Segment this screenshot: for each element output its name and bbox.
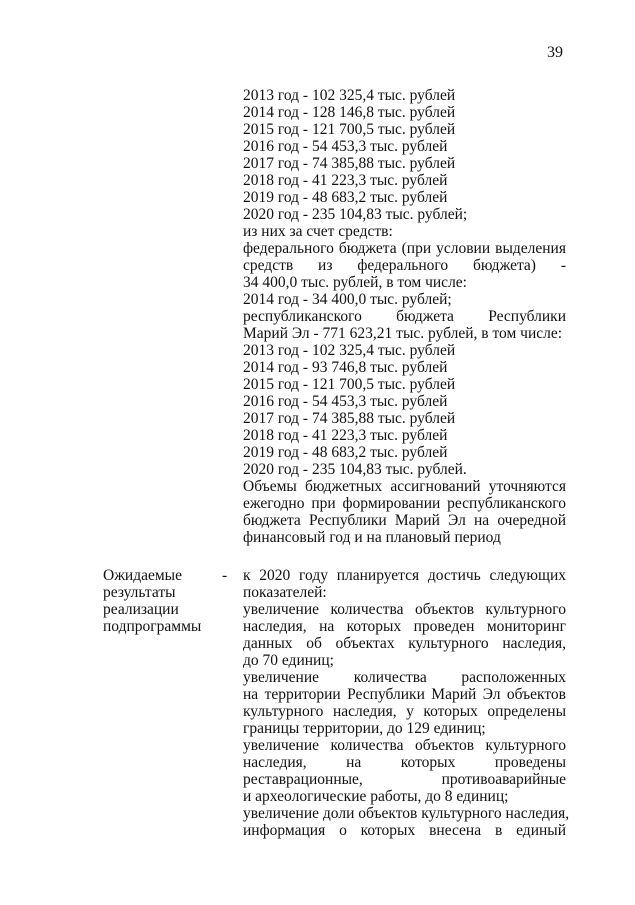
results-line: к 2020 году планируется достичь следующих bbox=[243, 567, 566, 584]
results-line: и археологические работы, до 8 единиц; bbox=[243, 788, 509, 805]
results-line: увеличение количества объектов культурного bbox=[243, 737, 566, 754]
results-dash: - bbox=[222, 567, 228, 584]
results-line: до 70 единиц; bbox=[243, 652, 334, 669]
funding-line: 2018 год - 41 223,3 тыс. рублей bbox=[243, 427, 448, 444]
results-line: показателей: bbox=[243, 584, 327, 601]
funding-line: 2014 год - 128 146,8 тыс. рублей bbox=[243, 104, 456, 121]
page-number: 39 bbox=[547, 44, 563, 61]
results-label-line: реализации bbox=[103, 601, 179, 618]
funding-line: 2014 год - 34 400,0 тыс. рублей; bbox=[243, 291, 452, 308]
results-line: данных об объектах культурного наследия, bbox=[243, 635, 566, 652]
results-line: увеличение количества расположенных bbox=[243, 669, 566, 686]
funding-line: бюджета Республики Марий Эл на очередной bbox=[243, 512, 566, 529]
results-line: наследия, на которых проведены bbox=[243, 754, 566, 771]
results-line: наследия, на которых проведен мониторинг bbox=[243, 618, 566, 635]
funding-line: финансовый год и на плановый период bbox=[243, 529, 501, 546]
funding-line: 2015 год - 121 700,5 тыс. рублей bbox=[243, 376, 456, 393]
funding-line: 2016 год - 54 453,3 тыс. рублей bbox=[243, 393, 448, 410]
funding-line: 2019 год - 48 683,2 тыс. рублей bbox=[243, 444, 448, 461]
funding-line: 2015 год - 121 700,5 тыс. рублей bbox=[243, 121, 456, 138]
funding-line: ежегодно при формировании республиканского bbox=[243, 495, 566, 512]
results-line: увеличение доли объектов культурного наследия, bbox=[243, 805, 570, 822]
results-label-line: результаты bbox=[103, 584, 176, 601]
results-line: реставрационные, противоаварийные bbox=[243, 771, 566, 788]
funding-line: 2018 год - 41 223,3 тыс. рублей bbox=[243, 172, 448, 189]
results-line: на территории Республики Марий Эл объектов bbox=[243, 686, 566, 703]
results-label-line: подпрограммы bbox=[103, 618, 202, 635]
funding-line: 2013 год - 102 325,4 тыс. рублей bbox=[243, 342, 456, 359]
funding-line: Объемы бюджетных ассигнований уточняются bbox=[243, 478, 566, 495]
funding-line: 2019 год - 48 683,2 тыс. рублей bbox=[243, 189, 448, 206]
funding-line: 2013 год - 102 325,4 тыс. рублей bbox=[243, 87, 456, 104]
funding-line: 2020 год - 235 104,83 тыс. рублей; bbox=[243, 206, 468, 223]
funding-line: 34 400,0 тыс. рублей, в том числе: bbox=[243, 274, 467, 291]
results-line: информация о которых внесена в единый bbox=[243, 822, 566, 839]
results-line: границы территории, до 129 единиц; bbox=[243, 720, 486, 737]
results-line: увеличение количества объектов культурного bbox=[243, 601, 566, 618]
funding-line: 2014 год - 93 746,8 тыс. рублей bbox=[243, 359, 448, 376]
results-label-line: Ожидаемые bbox=[103, 567, 182, 584]
funding-line: Марий Эл - 771 623,21 тыс. рублей, в том числе: bbox=[243, 325, 563, 342]
funding-line: 2017 год - 74 385,88 тыс. рублей bbox=[243, 410, 456, 427]
funding-line: 2016 год - 54 453,3 тыс. рублей bbox=[243, 138, 448, 155]
funding-line: средств из федерального бюджета) - bbox=[243, 257, 566, 274]
funding-line: республиканского бюджета Республики bbox=[243, 308, 566, 325]
results-line: культурного наследия, у которых определены bbox=[243, 703, 566, 720]
funding-line: 2017 год - 74 385,88 тыс. рублей bbox=[243, 155, 456, 172]
funding-line: из них за счет средств: bbox=[243, 223, 393, 240]
funding-line: 2020 год - 235 104,83 тыс. рублей. bbox=[243, 461, 467, 478]
funding-line: федерального бюджета (при условии выделения bbox=[243, 240, 566, 257]
